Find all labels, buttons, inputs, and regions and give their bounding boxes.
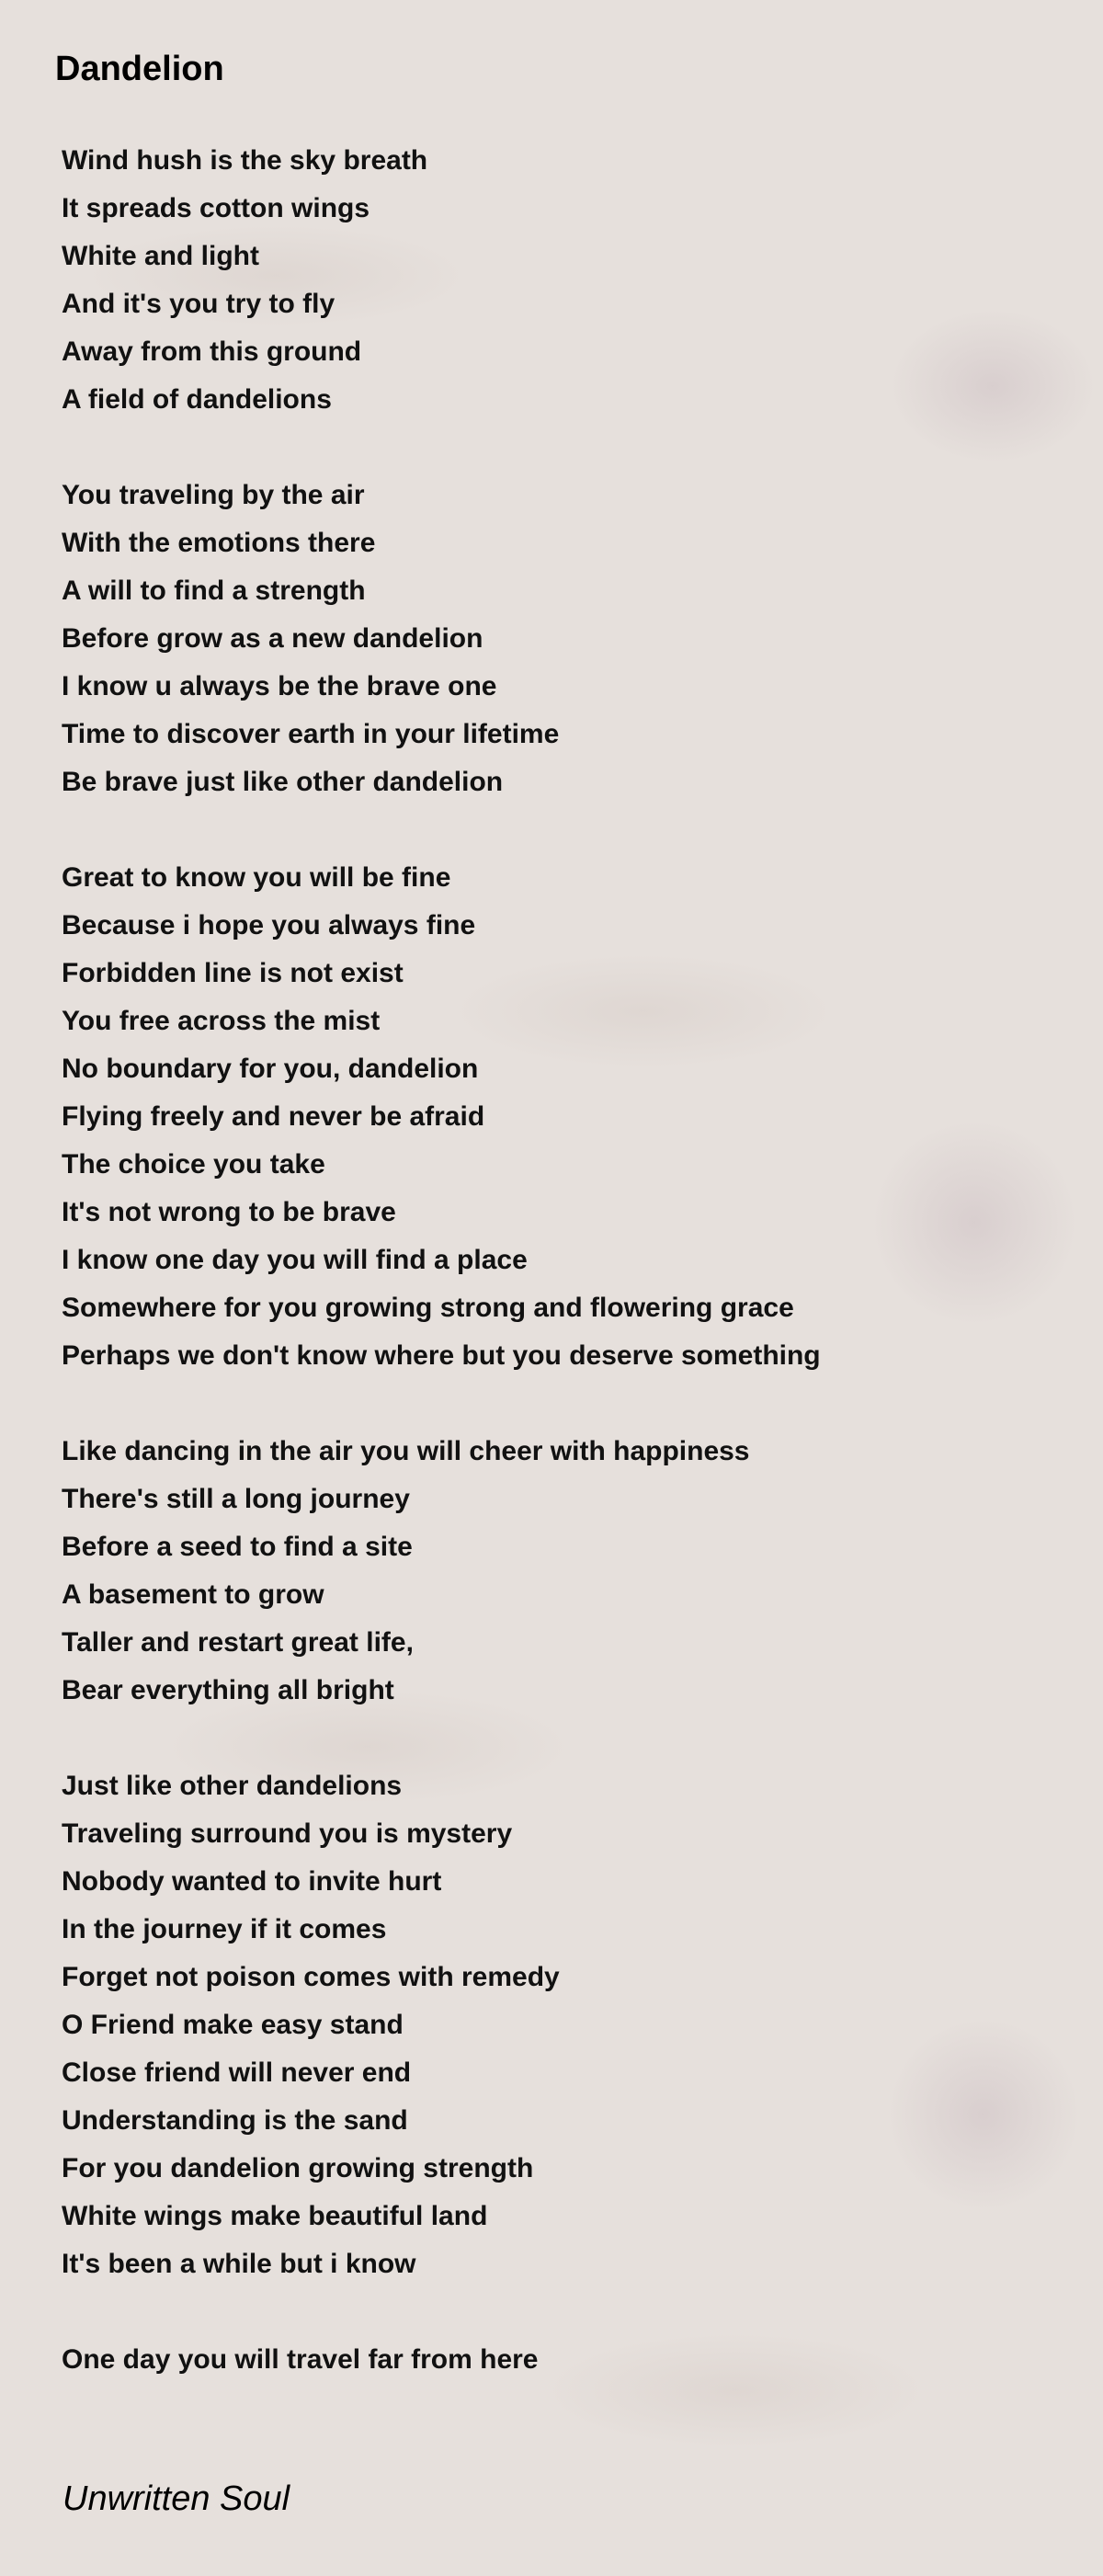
poem-line: A basement to grow <box>62 1579 324 1610</box>
poem-line: Perhaps we don't know where but you deserve something <box>62 1340 821 1371</box>
poem-line: You traveling by the air <box>62 480 365 510</box>
poem-line: I know u always be the brave one <box>62 671 497 701</box>
stanza-break <box>62 1715 821 1762</box>
poem-line: Taller and restart great life, <box>62 1627 414 1658</box>
poem-line: O Friend make easy stand <box>62 2010 404 2040</box>
poem-line: White wings make beautiful land <box>62 2201 488 2231</box>
poem-line: And it's you try to fly <box>62 289 335 319</box>
poem-line: Before grow as a new dandelion <box>62 623 483 654</box>
poem-line: One day you will travel far from here <box>62 2344 539 2375</box>
poem-line: Be brave just like other dandelion <box>62 767 504 797</box>
poem-line: Away from this ground <box>62 336 362 367</box>
poem-line: The choice you take <box>62 1149 325 1180</box>
poem-line: Understanding is the sand <box>62 2105 408 2136</box>
poem-line: It's not wrong to be brave <box>62 1197 396 1227</box>
poem-line: Forbidden line is not exist <box>62 958 404 988</box>
stanza-break <box>62 2288 821 2336</box>
poem-title: Dandelion <box>55 50 224 88</box>
poem-line: Because i hope you always fine <box>62 910 476 940</box>
poem-line: A will to find a strength <box>62 576 366 606</box>
poem-author: Unwritten Soul <box>63 2479 290 2518</box>
poem-line: Time to discover earth in your lifetime <box>62 719 560 749</box>
poem-line: I know one day you will find a place <box>62 1245 528 1275</box>
poem-line: Great to know you will be fine <box>62 862 451 893</box>
poem-line: Traveling surround you is mystery <box>62 1818 513 1849</box>
poem-line: Somewhere for you growing strong and flowering grace <box>62 1293 794 1323</box>
poem-line: No boundary for you, dandelion <box>62 1054 479 1084</box>
poem-line: In the journey if it comes <box>62 1914 387 1944</box>
poem-line: Nobody wanted to invite hurt <box>62 1866 442 1897</box>
stanza-break <box>62 424 821 472</box>
poem-line: Like dancing in the air you will cheer with happiness <box>62 1436 750 1466</box>
stanza-break <box>62 806 821 854</box>
poem-line: For you dandelion growing strength <box>62 2153 534 2183</box>
poem-line: Close friend will never end <box>62 2057 412 2088</box>
poem-line: There's still a long journey <box>62 1484 410 1514</box>
poem-line: Before a seed to find a site <box>62 1532 413 1562</box>
stanza-break <box>62 1380 821 1428</box>
poem-line: Wind hush is the sky breath <box>62 145 428 176</box>
poem-line: Bear everything all bright <box>62 1675 394 1705</box>
poem-line: A field of dandelions <box>62 384 332 415</box>
poem-line: It spreads cotton wings <box>62 193 370 223</box>
poem-line: White and light <box>62 241 259 271</box>
poem-line: Just like other dandelions <box>62 1771 403 1801</box>
poem-line: It's been a while but i know <box>62 2249 416 2279</box>
poem-line: You free across the mist <box>62 1006 381 1036</box>
poem-line: Flying freely and never be afraid <box>62 1101 485 1132</box>
poem-line: Forget not poison comes with remedy <box>62 1962 560 1992</box>
poem-line: With the emotions there <box>62 528 376 558</box>
poem-body <box>62 137 821 2384</box>
